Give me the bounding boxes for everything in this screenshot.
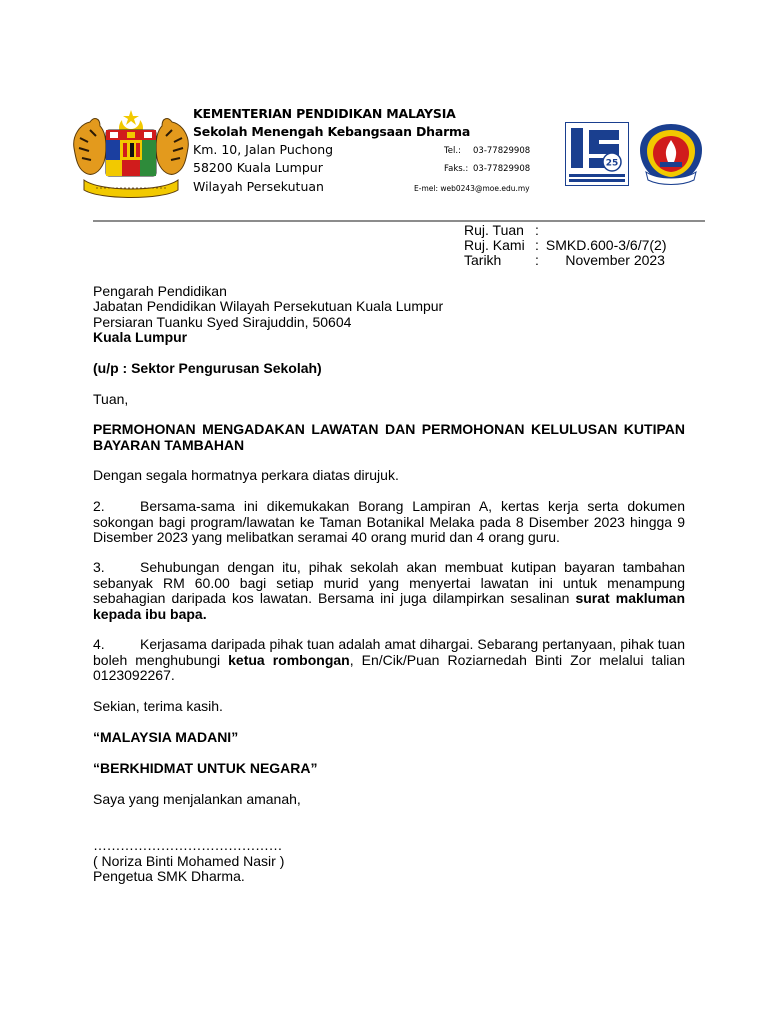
paragraph-3-number: 3. <box>93 559 105 575</box>
ref-our-label: Ruj. Kami <box>464 237 525 253</box>
header-divider <box>93 220 705 222</box>
ref-our-row: Ruj. Kami : SMKD.600-3/6/7(2) <box>464 237 667 253</box>
iso-certification-logo <box>565 122 629 186</box>
paragraph-2 <box>93 499 685 546</box>
closing-trust: Saya yang menjalankan amanah, <box>93 791 301 807</box>
email-address: E-mel: web0243@moe.edu.my <box>414 184 530 193</box>
ref-your-label: Ruj. Tuan <box>464 222 524 238</box>
paragraph-2-number: 2. <box>93 498 105 514</box>
address-line-2: 58200 Kuala Lumpur <box>193 160 323 175</box>
recipient-line-4: Kuala Lumpur <box>93 329 188 345</box>
school-name: Sekolah Menengah Kebangsaan Dharma <box>193 124 471 139</box>
ref-our-value: SMKD.600-3/6/7(2) <box>545 237 667 253</box>
school-crest-logo <box>638 122 704 186</box>
recipient-line-3: Persiaran Tuanku Syed Sirajuddin, 50604 <box>93 314 352 330</box>
letter-subject: PERMOHONAN MENGADAKAN LAWATAN DAN PERMOHONAN KELULUSAN KUTIPAN BAYARAN TAMBAHAN <box>93 421 685 453</box>
paragraph-4-bold-text: ketua rombongan <box>228 651 350 668</box>
signature-line: …………………………………… <box>93 837 282 853</box>
motto-malaysia-madani: “MALAYSIA MADANI” <box>93 729 239 745</box>
ref-your-row: Ruj. Tuan : <box>464 222 539 238</box>
attention-line: (u/p : Sektor Pengurusan Sekolah) <box>93 360 322 376</box>
ref-date-label: Tarikh <box>464 252 502 268</box>
paragraph-4-text-a: Kerjasama daripada pihak tuan adalah amat dihargai. Sebarang pertanyaan, pihak tuan boleh menghubungi <box>93 636 685 668</box>
motto-berkhidmat: “BERKHIDMAT UNTUK NEGARA” <box>93 760 318 776</box>
ref-date-value: November 2023 <box>565 252 665 268</box>
paragraph-2-text: Bersama-sama ini dikemukakan Borang Lampiran A, kertas kerja serta dokumen sokongan bagi program/lawatan ke Taman Botanikal Melaka pada 8 Disember 2023 hingga 9 Disember 2023 yang melibatkan seramai 40 orang murid dan 4 orang guru. <box>93 498 685 545</box>
paragraph-4-number: 4. <box>93 636 105 652</box>
address-line-1: Km. 10, Jalan Puchong <box>193 142 334 157</box>
tel-label: Tel.: <box>444 146 461 156</box>
paragraph-3 <box>93 560 685 622</box>
ministry-name: KEMENTERIAN PENDIDIKAN MALAYSIA <box>193 106 456 121</box>
closing-thanks: Sekian, terima kasih. <box>93 698 223 714</box>
paragraph-3-text: Sehubungan dengan itu, pihak sekolah akan membuat kutipan bayaran tambahan sebanyak RM 60.00 bagi setiap murid yang menyertai lawatan ini untuk menampung sebahagian daripada kos lawatan. Bersama ini juga dilampirkan sesalinan <box>93 559 685 606</box>
paragraph-4 <box>93 637 685 684</box>
salutation: Tuan, <box>93 391 129 407</box>
ref-date-row: Tarikh : November 2023 <box>464 252 665 268</box>
address-line-3: Wilayah Persekutuan <box>193 179 324 194</box>
fax-value: 03-77829908 <box>473 164 531 174</box>
paragraph-1: Dengan segala hormatnya perkara diatas dirujuk. <box>93 467 399 483</box>
tel-value: 03-77829908 <box>473 146 531 156</box>
recipient-line-1: Pengarah Pendidikan <box>93 283 227 299</box>
paragraph-3-bold-text: surat makluman kepada ibu bapa. <box>93 590 685 622</box>
coat-of-arms-logo <box>70 108 192 200</box>
paragraph-4-text-b: , En/Cik/Puan Roziarnedah Binti Zor melalui talian 0123092267. <box>93 651 685 683</box>
signatory-title: Pengetua SMK Dharma. <box>93 868 245 884</box>
recipient-line-2: Jabatan Pendidikan Wilayah Persekutuan Kuala Lumpur <box>93 298 444 314</box>
fax-label: Faks.: <box>444 164 469 174</box>
signatory-name: ( Noriza Binti Mohamed Nasir ) <box>93 853 285 869</box>
logo-badge-number: 25 <box>605 158 619 169</box>
